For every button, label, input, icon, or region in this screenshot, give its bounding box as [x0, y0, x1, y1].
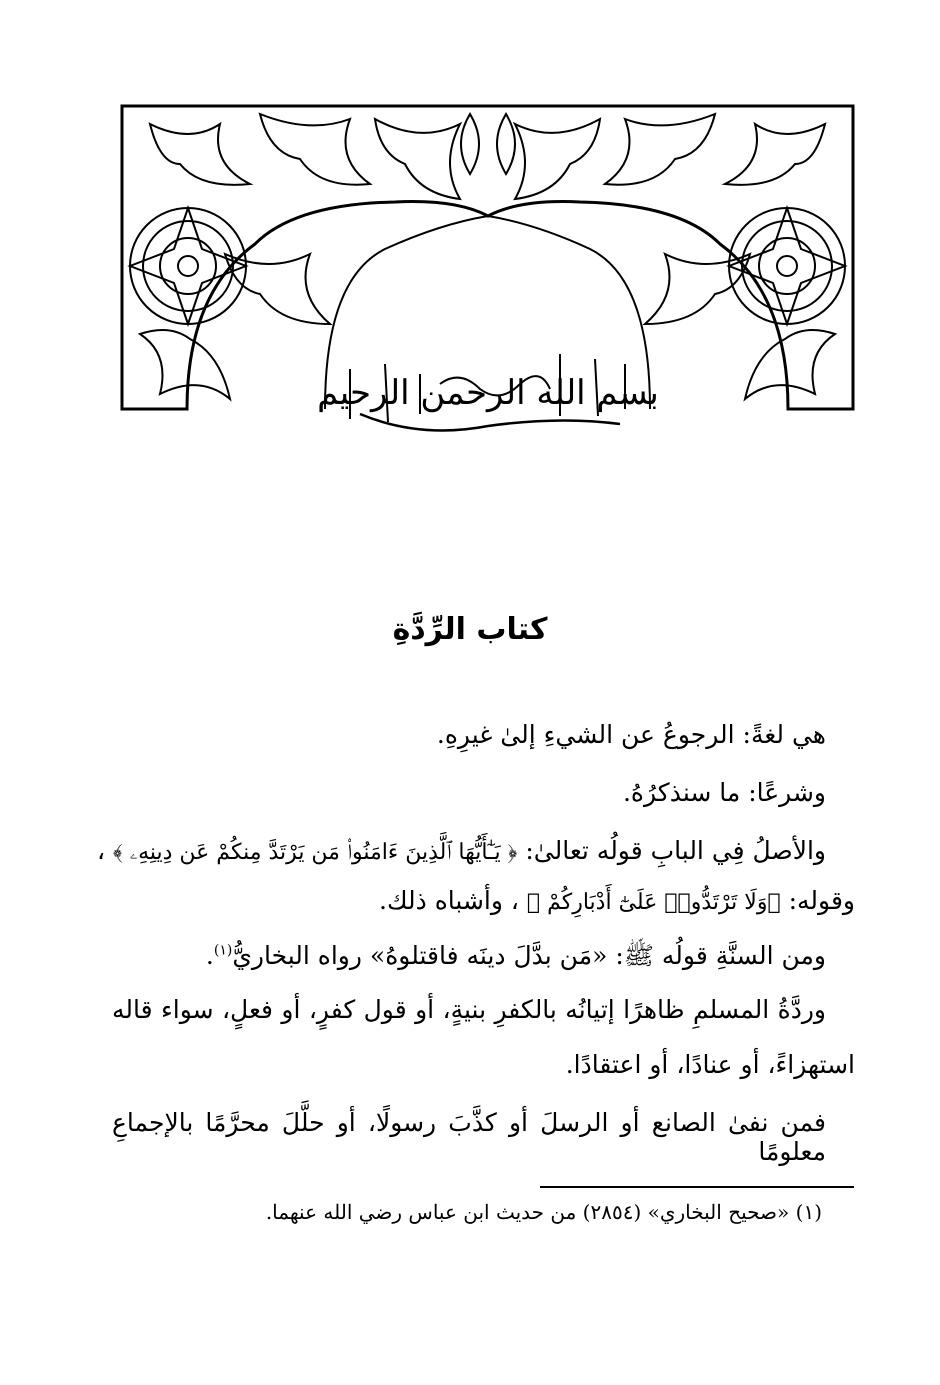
paragraph-line — [206, 940, 826, 977]
paragraph-line — [97, 836, 826, 865]
paragraph-line: وشرعًا: ما سنذكرُهُ. — [622, 778, 826, 807]
paragraph-line: استهزاءً، أو عنادًا، أو اعتقادًا. — [565, 1050, 855, 1079]
paragraph-text: وقوله: — [788, 886, 855, 915]
paragraph-text: ، وأشباه ذلك. — [379, 886, 519, 915]
bismillah-ornament-header — [120, 104, 855, 454]
paragraph-text: ، — [96, 836, 106, 865]
chapter-title: كتاب الرِّدَّةِ — [392, 612, 548, 647]
paragraph-line: هي لغةً: الرجوعُ عن الشيءِ إلىٰ غيرِهِ. — [436, 720, 826, 749]
quran-verse: ﴿ يَـٰٓأَيُّهَا ٱلَّذِينَ ءَامَنُوا۟ مَن يَرْتَدَّ مِنكُمْ عَن دِينِهِۦ ﴾ — [112, 840, 518, 865]
paragraph-line: وردَّةُ المسلمِ ظاهرًا إتيانُه بالكفرِ بنيةٍ، أو قول كفرٍ، أو فعلٍ، سواء قاله — [112, 995, 826, 1024]
footnote-ref[interactable]: (١) — [213, 942, 233, 959]
quran-verse: ﴿وَلَا تَرْتَدُّوا۟ عَلَىٰٓ أَدْبَارِكُمْ ﴾ — [526, 890, 781, 915]
paragraph-line: فمن نفىٰ الصانع أو الرسلَ أو كذَّبَ رسولًا، أو حلَّلَ محرَّمًا بالإجماعِ معلومًا — [112, 1108, 826, 1166]
footnote-divider — [540, 1186, 854, 1188]
bismillah-calligraphy: بسم الله الرحمن الرحيم — [317, 373, 659, 413]
footnote: (١) «صحيح البخاري» (٢٨٥٤) من حديث ابن عباس رضي الله عنهما. — [265, 1200, 822, 1224]
paragraph-text: ومن السنَّةِ قولُه ﷺ: «مَن بدَّلَ دينَه فاقتلوهُ» رواه البخاريُّ — [232, 941, 826, 970]
paragraph-text: والأصلُ فِي البابِ قولُه تعالىٰ: — [525, 836, 826, 865]
paragraph-text: . — [205, 941, 214, 970]
paragraph-line — [379, 886, 855, 915]
